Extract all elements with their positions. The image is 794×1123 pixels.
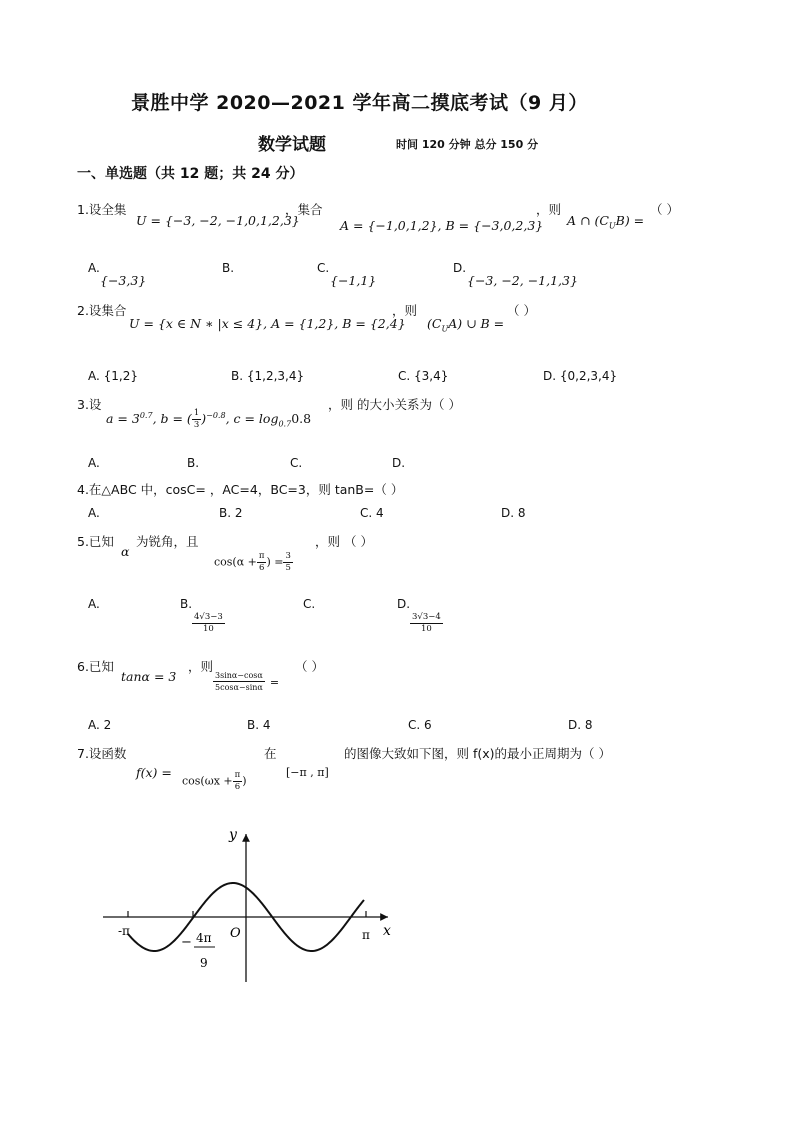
q3-fraction [192,408,201,431]
q4-stem: 4.在△ABC 中，cosC= ，AC=4，BC=3，则 tanB=（ ） [77,482,404,497]
q6-stem-b: ，则 [188,659,214,674]
q5-stem-b: 为锐角，且 [136,534,199,549]
q6-math-frac [213,670,279,693]
q6-fraction [213,670,265,693]
q6-frac-num: 3sinα−cosα [215,671,263,680]
q1-option-c-value: {−1,1} [330,273,377,288]
q5-opt-b-num: 4√3−3 [194,612,223,622]
q6-option-a[interactable]: A. 2 [88,718,112,732]
subject-title: 数学试题 [258,135,326,155]
q2-option-c[interactable]: C. {3,4} [398,369,449,383]
q1-expr-part: A ∩ (C [567,213,609,228]
q2-math-set: U = {x ∈ N ∗ |x ≤ 4}, A = {1,2}, B = {2,4} [129,316,406,331]
q7-stem-c: 的图像大致如下图，则 f(x)的最小正周期为（ ） [344,746,611,761]
q5-alpha: α [121,544,130,559]
q5-option-b[interactable]: B. [180,597,193,611]
x-axis-label: x [383,923,391,939]
q4-option-a[interactable]: A. [88,506,100,520]
q3-stem-b: ，则 的大小关系为（ ） [328,397,461,412]
q5-frac1-num: π [258,551,265,561]
section-title: 一、单选题（共 12 题；共 24 分） [77,166,304,182]
q1-stem-a: 1.设全集 [77,202,127,217]
q5-option-d-value [410,612,443,635]
q3-frac-den: 3 [193,420,200,430]
q7-close-paren: ) [242,774,247,788]
q7-interval: [−π , π] [286,766,329,779]
q1-math-ab: A = {−1,0,1,2}, B = {−3,0,2,3} [340,218,544,233]
q7-stem-a: 7.设函数 [77,746,127,761]
q6-frac-den: 5cosα−sinα [215,683,263,692]
q5-option-b-fraction [192,612,225,635]
q5-opt-b-den: 10 [202,624,214,634]
q4-option-c[interactable]: C. 4 [360,506,384,520]
q5-option-a[interactable]: A. [88,597,100,611]
q2-option-d[interactable]: D. {0,2,3,4} [543,369,618,383]
pi-label: π [362,928,370,942]
q7-math-f [136,765,172,780]
q5-opt-d-num: 3√3−4 [412,612,441,622]
q5-math-cos: cos(α + [214,555,257,569]
q5-stem-a: 5.已知 [77,534,114,549]
q6-option-b[interactable]: B. 4 [247,718,271,732]
q3-math-b: , b = ( [152,411,192,426]
q6-math-eq: = [269,676,280,689]
q5-opt-d-den: 10 [420,624,432,634]
q7-fraction [233,770,243,793]
q1-expr-part2: B) = [615,213,645,228]
q6-paren: （ ） [295,659,324,674]
q6-option-d[interactable]: D. 8 [568,718,593,732]
q3-frac-num: 1 [193,408,200,418]
q1-paren: （ ） [650,202,679,217]
q4-option-d[interactable]: D. 8 [501,506,526,520]
q1-option-a-value: {−3,3} [100,273,147,288]
q4-option-b[interactable]: B. 2 [219,506,243,520]
origin-label: O [230,926,241,941]
q2-math-expr [427,316,504,334]
q3-option-b[interactable]: B. [187,456,200,470]
q1-math-expr [567,213,644,231]
curve [128,883,364,951]
q3-math-c-end: 0.8 [291,411,312,426]
y-axis-label: y [229,827,237,843]
frac-num-label: 4π [196,931,212,945]
q3-math-paren: ) [201,411,207,426]
q1-stem-b: ，集合 [285,202,323,217]
q1-option-d[interactable]: D. [453,261,467,275]
q1-option-c[interactable]: C. [317,261,330,275]
q5-fraction-2 [283,551,292,574]
q3-option-c[interactable]: C. [290,456,303,470]
q5-stem-c: ，则 （ ） [315,534,373,549]
q3-math-b-exp: −0.8 [206,410,226,420]
q2-stem-a: 2.设集合 [77,303,127,318]
neg-sign-label: − [181,935,192,950]
q3-math [106,408,311,431]
q6-option-c[interactable]: C. 6 [408,718,432,732]
q5-math [214,551,293,574]
q2-option-b[interactable]: B. {1,2,3,4} [231,369,305,383]
q2-expr-part2: A) ∪ B = [448,316,505,331]
q3-option-a[interactable]: A. [88,456,100,470]
q5-frac1-den: 6 [258,563,265,573]
q5-option-b-value [192,612,225,635]
neg-pi-label: -π [118,924,130,938]
q7-frac-den: 6 [234,782,241,792]
q1-expr-sub: U [608,221,616,231]
q7-math-cos [182,770,247,793]
q3-stem-a: 3.设 [77,397,102,412]
q1-stem-c: ，则 [536,202,562,217]
q5-frac2-den: 5 [285,563,291,573]
q3-math-a: a = 3 [106,411,140,426]
exam-meta: 时间 120 分钟 总分 150 分 [396,138,539,151]
q5-option-d-fraction [410,612,443,635]
q3-math-c-sub: 0.7 [278,419,292,429]
q3-math-c: , c = log [225,411,279,426]
q6-math-tan: tanα = 3 [121,669,177,684]
exam-title: 景胜中学 2020—2021 学年高二摸底考试（9 月） [131,92,588,114]
q2-paren: （ ） [507,303,536,318]
q5-frac2-num: 3 [285,551,291,561]
q5-option-c[interactable]: C. [303,597,316,611]
q7-frac-num: π [234,770,241,780]
q2-option-a[interactable]: A. {1,2} [88,369,138,383]
q3-option-d[interactable]: D. [392,456,406,470]
q2-expr-part: (C [427,316,442,331]
q2-stem-b: ，则 [392,303,418,318]
q1-option-d-value: {−3, −2, −1,1,3} [467,273,578,288]
frac-den-label: 9 [200,956,208,970]
q1-math-u: U = {−3, −2, −1,0,1,2,3} [136,213,300,228]
q3-math-a-sup: 0.7 [139,410,153,420]
q7-math-fx: f(x) = [136,765,172,780]
q1-option-a[interactable]: A. [88,261,100,275]
q7-stem-b: 在 [264,746,277,761]
q2-expr-sub: U [441,324,449,334]
q1-option-b[interactable]: B. [222,261,235,275]
q6-stem-a: 6.已知 [77,659,114,674]
q7-cos-part: cos(ωx + [182,774,233,788]
q5-math-eq: ) = [266,555,284,569]
q5-option-d[interactable]: D. [397,597,411,611]
